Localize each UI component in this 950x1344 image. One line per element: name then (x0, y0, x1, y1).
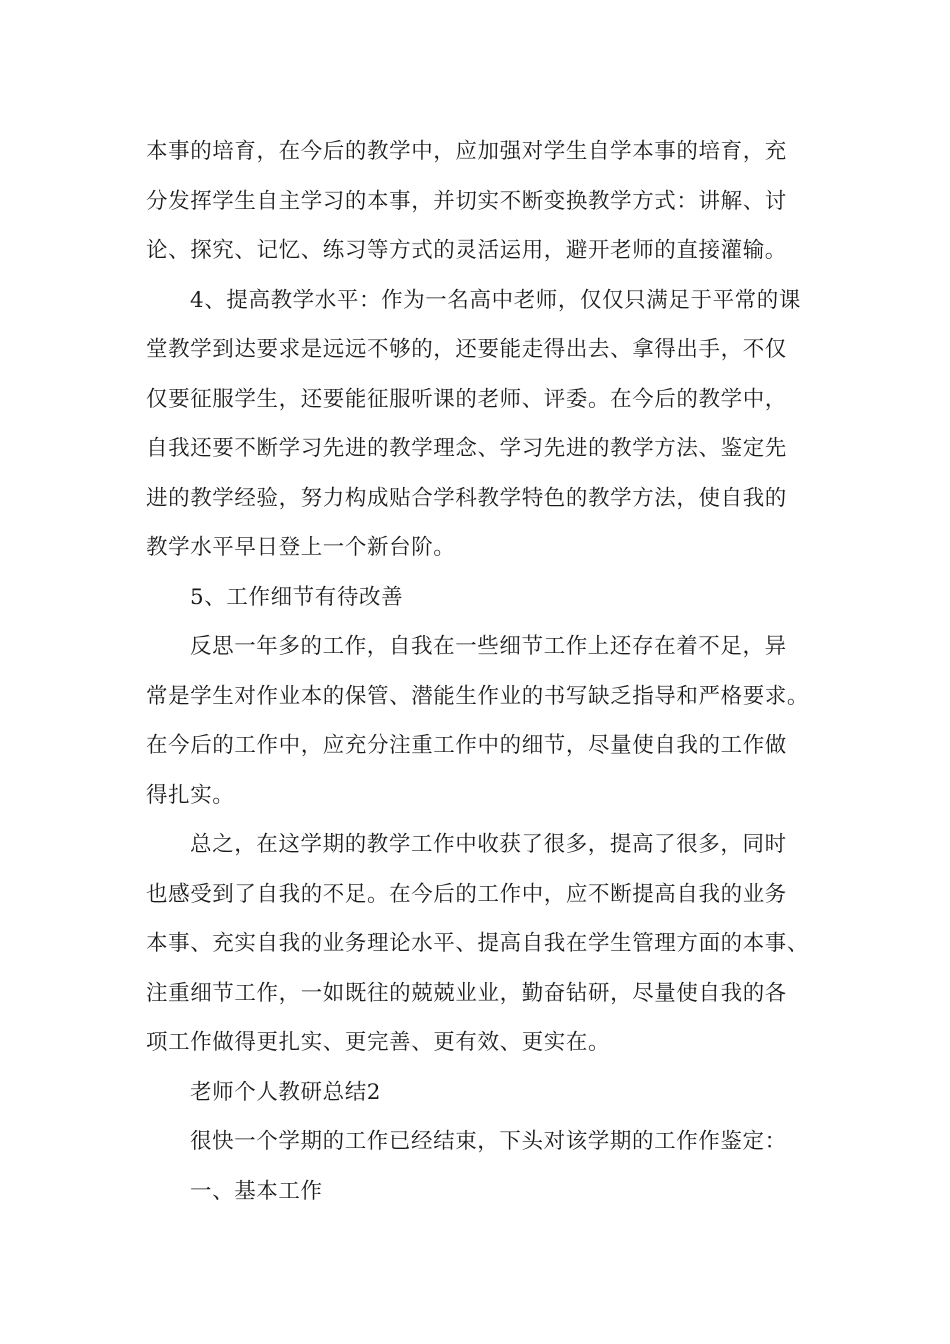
text-line: 得扎实。 (146, 783, 235, 808)
text-line: 项工作做得更扎实、更完善、更有效、更实在。 (146, 1030, 611, 1055)
paragraph-first-line: 反思一年多的工作，自我在一些细节工作上还存在着不足，异 (190, 634, 787, 659)
text-line: 也感受到了自我的不足。在今后的工作中，应不断提高自我的业务 (146, 882, 787, 907)
text-line: 教学水平早日登上一个新台阶。 (146, 535, 456, 560)
text-line: 仅要征服学生，还要能征服听课的老师、评委。在今后的教学中， (146, 387, 787, 412)
paragraph-first-line: 很快一个学期的工作已经结束，下头对该学期的工作作鉴定： (190, 1129, 787, 1154)
text-line: 进的教学经验，努力构成贴合学科教学特色的教学方法，使自我的 (146, 486, 787, 511)
document-subtitle: 老师个人教研总结2 (190, 1080, 382, 1105)
section-heading: 一、基本工作 (190, 1179, 323, 1204)
text-line: 注重细节工作，一如既往的兢兢业业，勤奋钻研，尽量使自我的各 (146, 981, 787, 1006)
text-line: 在今后的工作中，应充分注重工作中的细节，尽量使自我的工作做 (146, 733, 787, 758)
paragraph-first-line: 4、提高教学水平：作为一名高中老师，仅仅只满足于平常的课 (190, 288, 801, 313)
paragraph-first-line: 总之，在这学期的教学工作中收获了很多，提高了很多，同时 (190, 832, 787, 857)
text-line: 本事的培育，在今后的教学中，应加强对学生自学本事的培育，充 (146, 139, 787, 164)
text-line: 常是学生对作业本的保管、潜能生作业的书写缺乏指导和严格要求。 (146, 684, 810, 709)
text-line: 本事、充实自我的业务理论水平、提高自我在学生管理方面的本事、 (146, 931, 810, 956)
text-line: 论、探究、记忆、练习等方式的灵活运用，避开老师的直接灌输。 (146, 238, 787, 263)
text-line: 堂教学到达要求是远远不够的，还要能走得出去、拿得出手，不仅 (146, 337, 787, 362)
text-line: 分发挥学生自主学习的本事，并切实不断变换教学方式：讲解、讨 (146, 189, 787, 214)
text-line: 自我还要不断学习先进的教学理念、学习先进的教学方法、鉴定先 (146, 436, 787, 461)
section-heading: 5、工作细节有待改善 (190, 585, 404, 610)
